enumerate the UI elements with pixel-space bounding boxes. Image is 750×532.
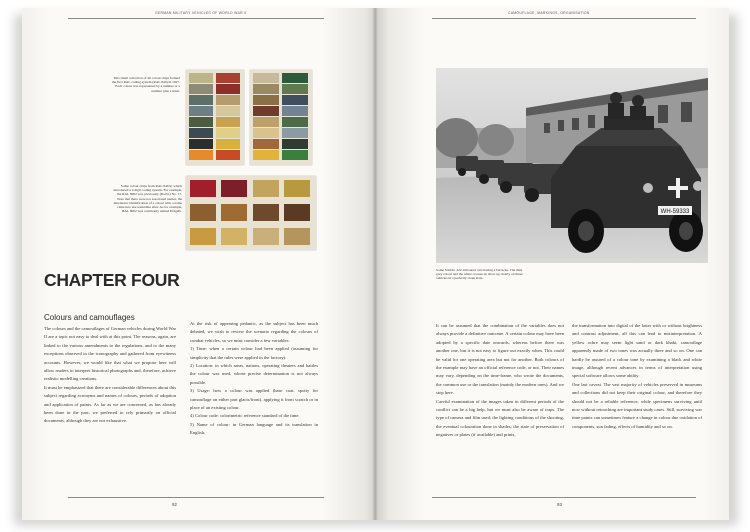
- colour-chip: [282, 117, 308, 127]
- chapter-title: CHAPTER FOUR: [44, 270, 180, 290]
- colour-chip: [189, 95, 213, 105]
- colour-chip: [282, 106, 308, 116]
- paragraph: It can be assumed that the combination of the variables does not always provide a definitive outcome. A certain colour may have been adopted by a specific date onwards, whereas before there was another one, but it is not easy to figure out exactly when. This could be valid for one operating area but not for another. Both colours of the example may have an official reference code, or not. Their names may vary, depending on the time-frame, who wrote the documents, the common use or the translation (mainly the modern ones). And we stop here.: [436, 323, 564, 396]
- right-running-head: CAMOUFLAGE, MARKINGS, ORGANISATION: [508, 11, 590, 15]
- armoured-cars-photo: [436, 68, 708, 263]
- paragraph: One last caveat. The vast majority of vehicles preserved in museums and collections did not keep their original colour, and therefore they should not be a reliable reference, while specimens surviving until now without retouching are important study cases. Still, surviving war time paints can sometimes feature a change in colour due oxidation of components, sun fading, effects of humidity and so on.: [572, 381, 702, 429]
- colour-chip: [216, 139, 240, 149]
- swatch-caption-bottom: Some colour chips from RAL 840 R, which introduced a 4 digit coding system. For example, the RAL 8002 was previously (Rotbr.) No. 17. Note that there were not associated names, the mnemonic identification of a colour with a name came into use sometime after. As for example, RAL 8002 was commonly named Erdgelb.: [113, 184, 182, 214]
- list-item: 5) Name of colour: in German language and its translation in English.: [190, 421, 318, 436]
- right-top-rule: [432, 18, 696, 19]
- colour-chip: [253, 84, 279, 94]
- left-body-column-2: [190, 320, 318, 438]
- colour-chip: [221, 180, 247, 197]
- colour-chip: [282, 150, 308, 160]
- colour-chip: [253, 95, 279, 105]
- left-body-column-1: [44, 325, 176, 426]
- license-plate: WH-59333: [660, 209, 690, 215]
- paragraph: The colours and the camouflages of German vehicles during World War II are a topic not easy to deal with at this point. The reasons, again, are linked to the various amendments to the regulations, and to the many exceptions observed in the iconography and gathered from eyewitness accounts. However, we would like that what we propose here will allow readers to interpret historical photographs and, therefore, achieve realistic modelling creations.: [44, 326, 177, 382]
- colour-chip: [216, 95, 240, 105]
- colour-chip: [284, 180, 310, 197]
- colour-chip: [216, 128, 240, 138]
- colour-chip: [221, 204, 247, 221]
- colour-chip: [253, 106, 279, 116]
- right-page-number: 93: [557, 502, 562, 507]
- paragraph: It must be emphasized that there are considerable differences about this subject regarding acronyms and names of colours, periods of adoption and application of paints. As far as we are concerned, as has already been done in the past, we preferred to rely primarily on official documents, although they are not exhaustive.: [44, 384, 176, 424]
- left-top-rule: [68, 18, 324, 19]
- paragraph: Careful examination of the images taken in different periods of the conflict can be a big help, but we must also be aware of traps. The type of camera and film used; the lighting conditions of the shooting, the eventual colouration done in shades; the state of preservation of negatives or plates (if available) and prints,: [436, 398, 564, 438]
- colour-chip: [216, 106, 240, 116]
- colour-chip: [190, 204, 216, 221]
- colour-chip: [189, 117, 213, 127]
- colour-chip: [253, 180, 279, 197]
- left-page-number: 92: [172, 502, 177, 507]
- colour-chip: [190, 180, 216, 197]
- colour-chip: [221, 228, 247, 245]
- colour-chip: [189, 73, 213, 83]
- swatch-caption-top: This small collection of 40 colour chips formed the first RAL coding system (RAL 840) in 1927. Each colour was represented by a number or a number plus a letter.: [111, 76, 180, 93]
- colour-chip: [282, 95, 308, 105]
- list-item: 4) Colour code: colorimetric reference standard of the time.: [190, 413, 300, 419]
- colour-chip: [253, 204, 279, 221]
- colour-chip: [216, 73, 240, 83]
- colour-chip: [253, 139, 279, 149]
- colour-chip: [253, 150, 279, 160]
- colour-chip: [189, 139, 213, 149]
- colour-chip: [189, 84, 213, 94]
- paragraph: At the risk of appearing pedantic, as the subject has been much debated, we wish to review the scenario regarding the colours of combat vehicles, so we must consider a few variables:: [190, 321, 318, 343]
- colour-chip: [253, 128, 279, 138]
- colour-chip: [253, 73, 279, 83]
- list-item: 1) Time: when a certain colour had been applied (assuming for simplicity that the rules were applied in the factory).: [190, 346, 318, 360]
- right-body-column-1: [436, 322, 564, 440]
- colour-chip: [284, 204, 310, 221]
- colour-chip: [216, 84, 240, 94]
- book-gutter: [372, 8, 378, 520]
- colour-chip: [284, 228, 310, 245]
- colour-chip: [282, 128, 308, 138]
- list-item: 2) Location: in which areas, nations, operating theaters and battles the colour was used, whose precise determination is not always possible.: [190, 363, 318, 385]
- colour-chip: [189, 128, 213, 138]
- colour-chip: [190, 228, 216, 245]
- left-running-head: GERMAN MILITARY VEHICLES OF WORLD WAR II: [155, 11, 247, 15]
- colour-chip: [216, 150, 240, 160]
- colour-chip-card-3: [186, 176, 316, 250]
- list-item: 3) Usage: how a colour was applied (base coat, spotty for camouflage on either part glacis/front), applying it from scratch or in place of an existing colour.: [190, 388, 318, 411]
- colour-chip: [282, 139, 308, 149]
- colour-chip-card-2: [250, 70, 312, 165]
- photo-illustration: [436, 68, 708, 263]
- colour-chip-card-1: [186, 70, 244, 165]
- paragraph: the transformation into digital of the latter with or without brightness and contrast adjustment, all this can lead to misinterpretation. A yellow ochre may seem light sand or dark khaki, camouflage apparently made of two tones was actually three and so on. One can hardly be assured of a colour tone by examining a black and white image, although recent advances in terms of interpretation using special software allows some ability.: [572, 323, 702, 379]
- left-bottom-rule: [68, 497, 324, 498]
- right-body-column-2: [572, 322, 702, 431]
- colour-chip: [189, 106, 213, 116]
- colour-chip: [189, 150, 213, 160]
- right-bottom-rule: [432, 497, 696, 498]
- colour-chip: [253, 228, 279, 245]
- colour-chip: [282, 73, 308, 83]
- photo-caption: Some Sd.Kfz. 222 armoured cars having a barracks. The dark grey colour and the white crosses do show up clearly on these vehicles in a perfectly clean state.: [436, 268, 523, 281]
- colour-chip: [216, 117, 240, 127]
- section-title: Colours and camouflages: [44, 313, 135, 322]
- colour-chip: [282, 84, 308, 94]
- colour-chip: [253, 117, 279, 127]
